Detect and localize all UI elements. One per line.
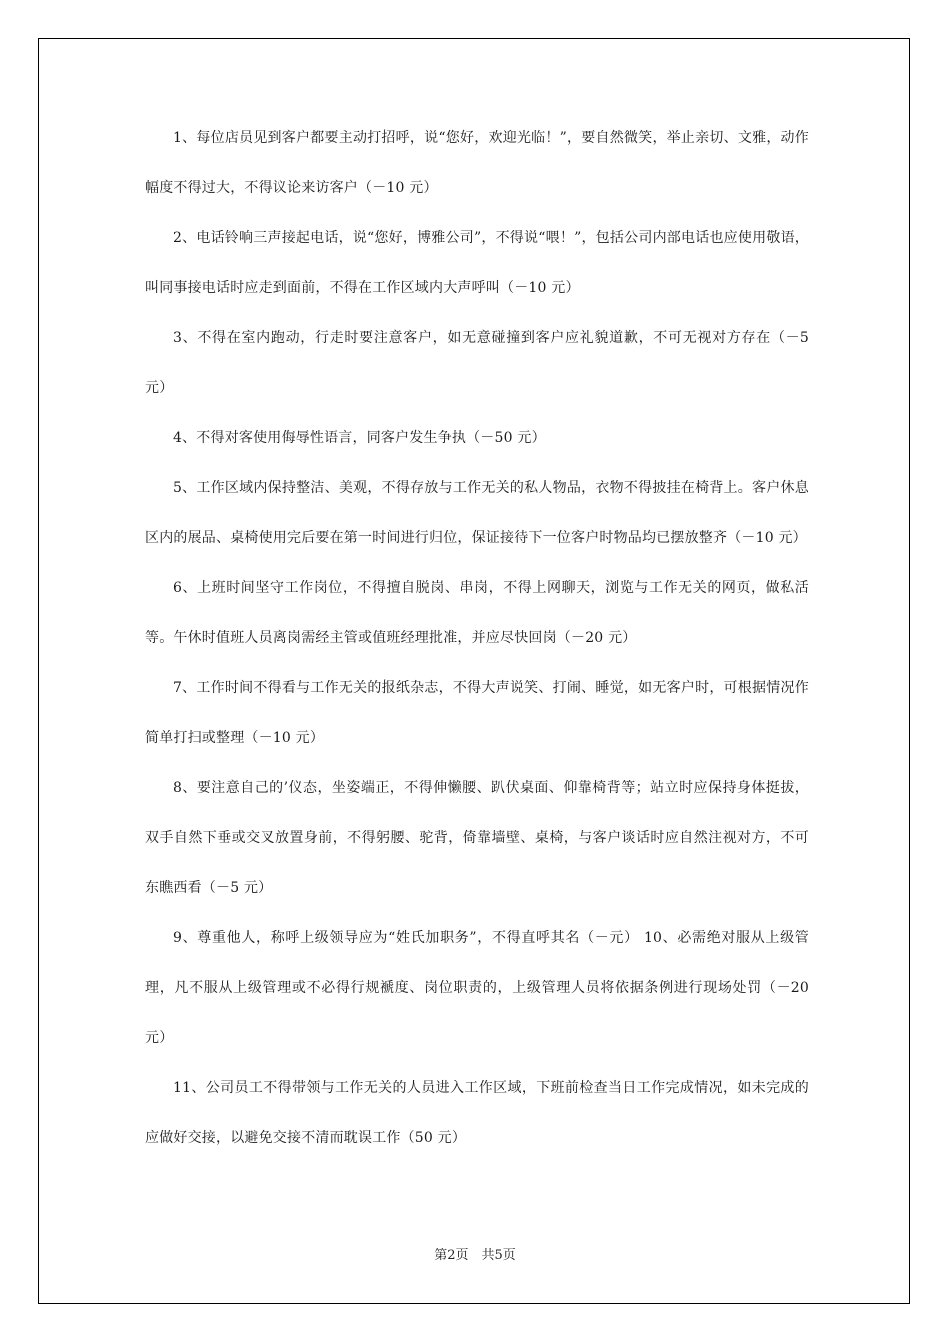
rule-paragraph-9: 9、尊重他人，称呼上级领导应为“姓氏加职务”，不得直呼其名（－元） 10、必需绝对服从上级管理，凡不服从上级管理或不必得行规褫度、岗位职责的，上级管理人员将依据条例进行现场处罚（－20 元） (145, 930, 809, 1046)
rule-paragraph-1: 1、每位店员见到客户都要主动打招呼，说“您好，欢迎光临！”，要自然微笑，举止亲切、文雅，动作幅度不得过大，不得议论来访客户（－10 元） (145, 130, 809, 196)
rule-paragraph-10: 11、公司员工不得带领与工作无关的人员进入工作区域，下班前检查当日工作完成情况，如未完成的应做好交接，以避免交接不清而耽误工作（50 元） (145, 1080, 809, 1146)
page-number-footer: 第2页 共5页 (434, 1248, 516, 1263)
rule-paragraph-4: 4、不得对客使用侮辱性语言，同客户发生争执（－50 元） (173, 430, 546, 446)
rule-paragraph-8: 8、要注意自己的’仪态，坐姿端正，不得伸懒腰、趴伏桌面、仰靠椅背等；站立时应保持身体挺拔，双手自然下垂或交叉放置身前，不得躬腰、驼背，倚靠墙壁、桌椅，与客户谈话时应自然注视对方，不可东瞧西看（－5 元） (145, 780, 809, 896)
rule-paragraph-2: 2、电话铃响三声接起电话，说“您好，博雅公司”，不得说“喂！”，包括公司内部电话也应使用敬语，叫同事接电话时应走到面前，不得在工作区域内大声呼叫（－10 元） (145, 230, 809, 296)
rule-paragraph-7: 7、工作时间不得看与工作无关的报纸杂志，不得大声说笑、打闹、睡觉，如无客户时，可根据情况作简单打扫或整理（－10 元） (145, 680, 809, 746)
rule-paragraph-3: 3、不得在室内跑动，行走时要注意客户，如无意碰撞到客户应礼貌道歉，不可无视对方存在（－5 元） (145, 330, 809, 396)
rule-paragraph-6: 6、上班时间坚守工作岗位，不得擅自脱岗、串岗，不得上网聊天，浏览与工作无关的网页，做私活等。午休时值班人员离岗需经主管或值班经理批准，并应尽快回岗（－20 元） (145, 580, 809, 646)
document-body (145, 113, 809, 1163)
rule-paragraph-5: 5、工作区域内保持整洁、美观，不得存放与工作无关的私人物品，衣物不得披挂在椅背上。客户休息区内的展品、桌椅使用完后要在第一时间进行归位，保证接待下一位客户时物品均已摆放整齐（－10 元） (145, 480, 809, 546)
